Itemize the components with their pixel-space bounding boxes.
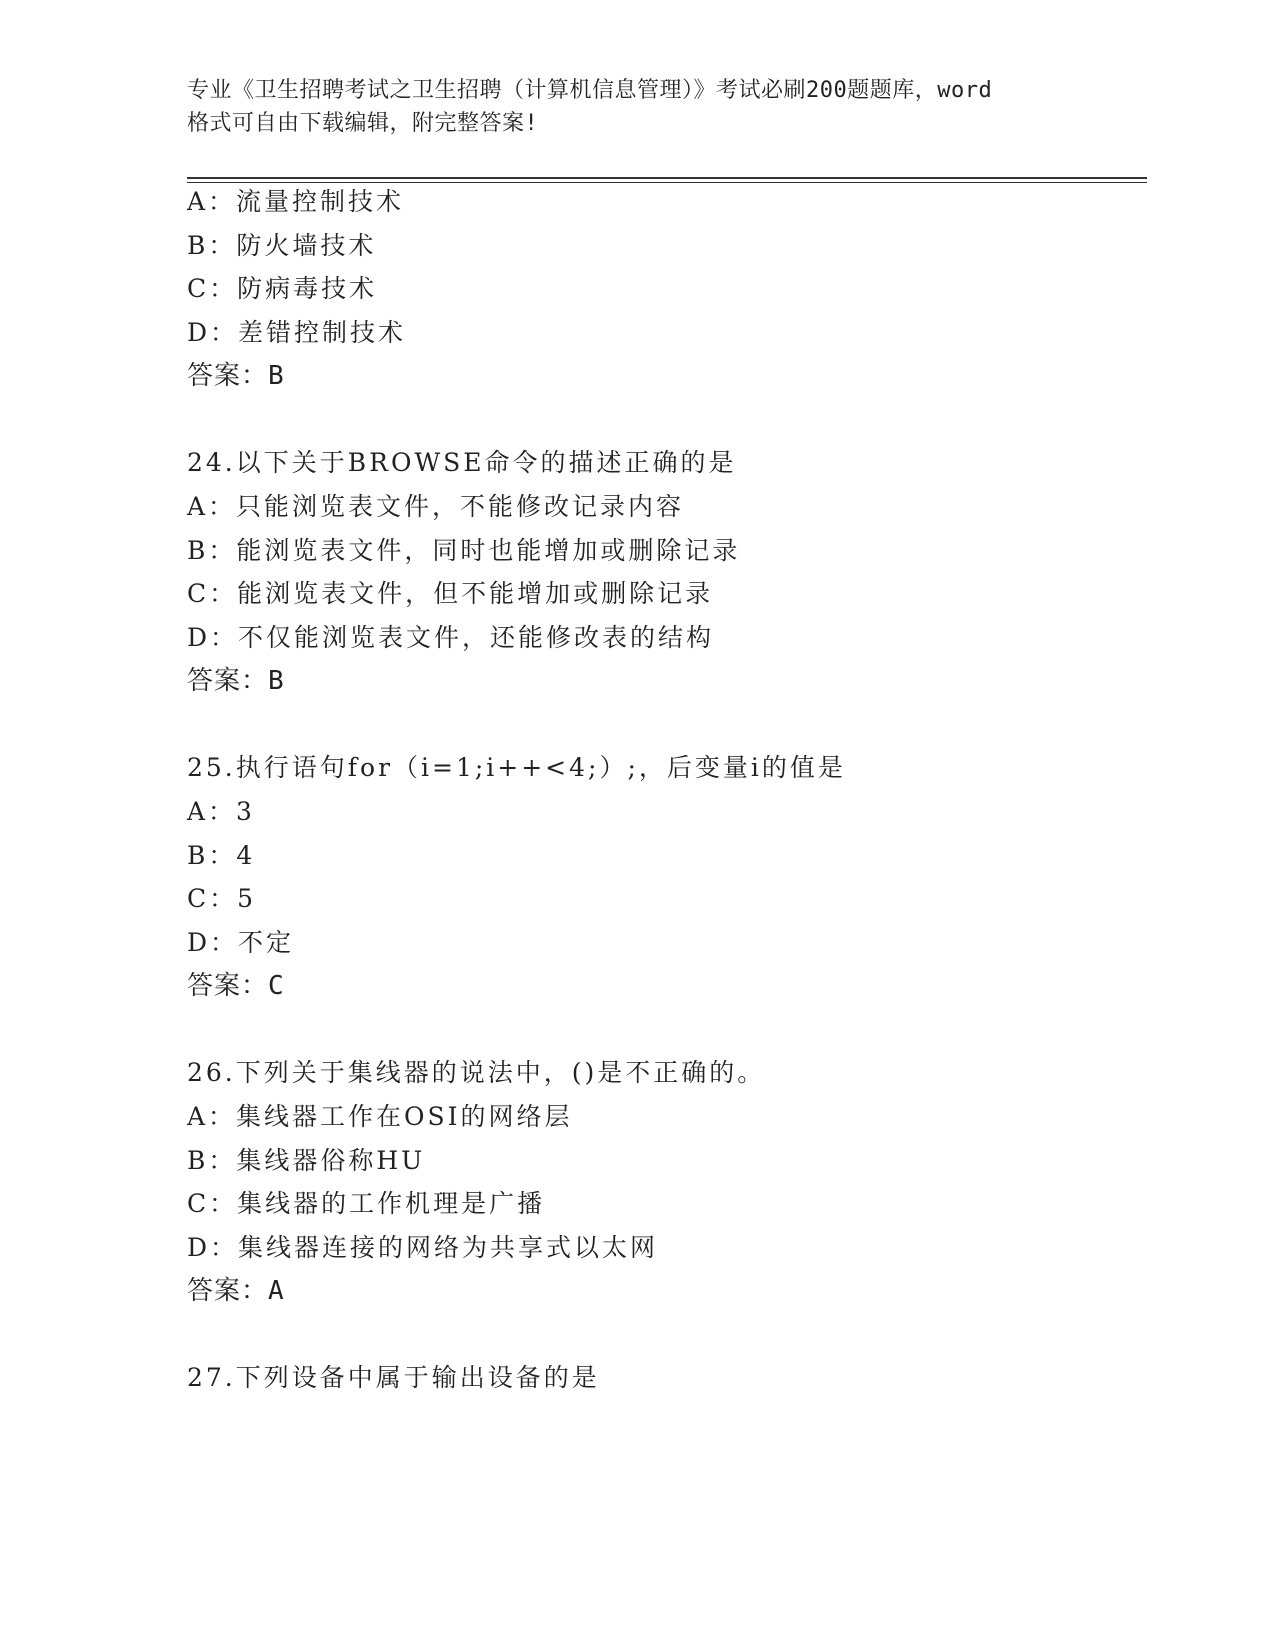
q23-option-b: B：防火墙技术 bbox=[187, 231, 377, 260]
q26-option-a: A：集线器工作在OSI的网络层 bbox=[187, 1102, 573, 1131]
q27-question: 27.下列设备中属于输出设备的是 bbox=[187, 1363, 600, 1392]
q25-option-d: D：不定 bbox=[187, 928, 295, 957]
q25-option-c: C：5 bbox=[187, 884, 257, 913]
q25-answer: 答案：C bbox=[187, 971, 285, 1001]
q24-option-c: C：能浏览表文件，但不能增加或删除记录 bbox=[187, 579, 714, 608]
q25-question: 25.执行语句for（i=1;i++<4;）;，后变量i的值是 bbox=[187, 753, 846, 782]
q24-option-b: B：能浏览表文件，同时也能增加或删除记录 bbox=[187, 536, 741, 565]
header-divider-thin bbox=[187, 182, 1147, 183]
document-header bbox=[187, 74, 1087, 140]
q23-option-c: C：防病毒技术 bbox=[187, 274, 378, 303]
q24-question: 24.以下关于BROWSE命令的描述正确的是 bbox=[187, 448, 737, 477]
q24-option-a: A：只能浏览表文件，不能修改记录内容 bbox=[187, 492, 685, 521]
q24-answer: 答案：B bbox=[187, 666, 285, 696]
q26-option-c: C：集线器的工作机理是广播 bbox=[187, 1189, 546, 1218]
q25-option-b: B：4 bbox=[187, 841, 256, 870]
q23-option-d: D：差错控制技术 bbox=[187, 318, 407, 347]
header-title-line-2: 格式可自由下载编辑，附完整答案! bbox=[187, 111, 539, 136]
q26-question: 26.下列关于集线器的说法中，()是不正确的。 bbox=[187, 1058, 766, 1087]
q26-answer: 答案：A bbox=[187, 1276, 285, 1306]
q25-option-a: A：3 bbox=[187, 797, 255, 826]
header-divider-thick bbox=[187, 177, 1147, 179]
q23-option-a: A：流量控制技术 bbox=[187, 187, 405, 216]
q23-answer: 答案：B bbox=[187, 361, 285, 391]
document-page bbox=[187, 0, 1147, 1650]
q26-option-d: D：集线器连接的网络为共享式以太网 bbox=[187, 1233, 659, 1262]
q26-option-b: B：集线器俗称HU bbox=[187, 1146, 426, 1175]
header-title-line-1: 专业《卫生招聘考试之卫生招聘（计算机信息管理）》考试必刷200题题库，word bbox=[187, 78, 993, 103]
q24-option-d: D：不仅能浏览表文件，还能修改表的结构 bbox=[187, 623, 715, 652]
